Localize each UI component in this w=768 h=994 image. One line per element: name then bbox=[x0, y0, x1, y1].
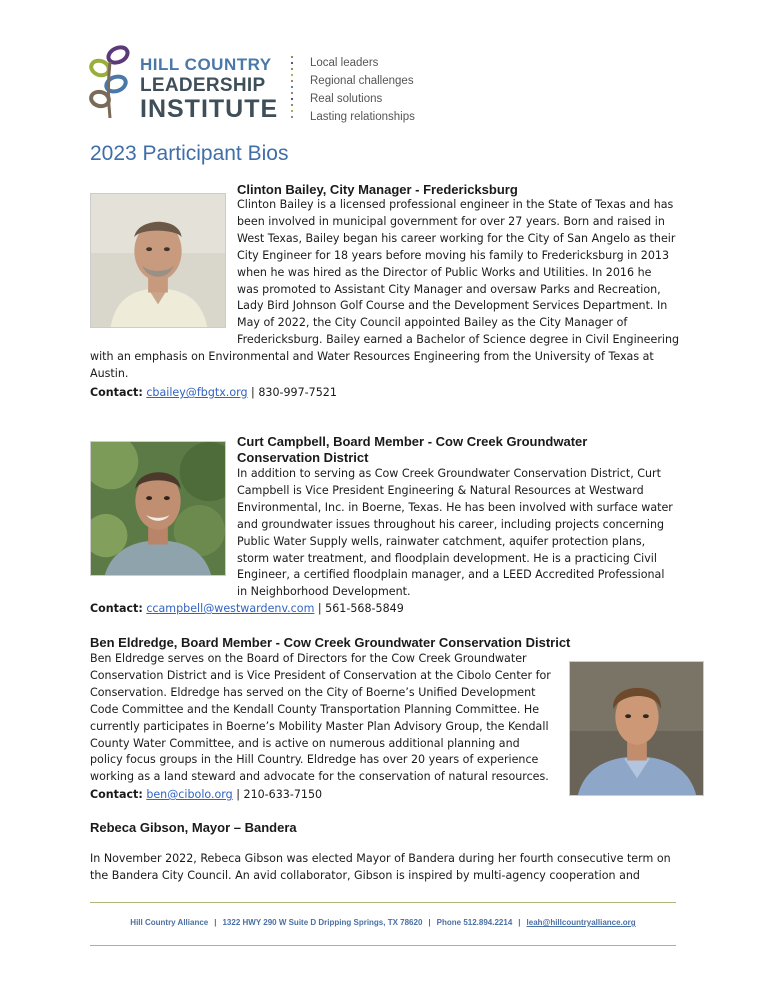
bio-line: Campbell is Vice President Engineering & Natural Resources at Westward bbox=[237, 483, 644, 497]
contact-label: Contact: bbox=[90, 386, 143, 399]
contact-bailey bbox=[90, 385, 337, 401]
contact-label: Contact: bbox=[90, 788, 143, 801]
footer-separator: | bbox=[428, 918, 431, 927]
page-title: 2023 Participant Bios bbox=[90, 142, 289, 165]
bio-line: Code Committee and the Kendall County Transportation Planning Committee. He bbox=[90, 702, 540, 716]
bio-line: was promoted to Assistant City Manager and oversaw Parks and Recreation, bbox=[237, 282, 661, 296]
bio-line: Engineer, a certified floodplain manager, and a LEED Accredited Professional bbox=[237, 568, 665, 582]
bio-line: currently participates in Boerne’s Mobility Master Plan Advisory Group, the Kendall bbox=[90, 719, 549, 733]
phone-eldredge: | 210-633-7150 bbox=[232, 788, 323, 801]
hcli-logo bbox=[88, 44, 418, 124]
logo-tagline bbox=[310, 54, 415, 126]
bio-line: Ben Eldredge serves on the Board of Directors for the Cow Creek Groundwater bbox=[90, 652, 527, 665]
footer-org: Hill Country Alliance bbox=[130, 918, 209, 927]
footer-separator: | bbox=[214, 918, 217, 927]
bio-line: Public Water Supply wells, rainwater catchment, aquifer protection plans, bbox=[237, 534, 646, 548]
logo-name-line2: LEADERSHIP bbox=[140, 75, 266, 96]
bio-line: policy focus groups in the Hill Country. Eldredge has over 20 years of experience bbox=[90, 753, 539, 767]
bio-line: In November 2022, Rebeca Gibson was elected Mayor of Bandera during her fourth consecutive term on bbox=[90, 852, 671, 865]
bio-line: City Engineer for 18 years before moving his family to Fredericksburg in 2013 bbox=[237, 248, 670, 262]
bio-line: and groundwater issues throughout his career, including projects concerning bbox=[237, 517, 665, 531]
logo-divider bbox=[290, 54, 294, 120]
bio-line: Clinton Bailey is a licensed professional engineer in the State of Texas and has bbox=[237, 198, 674, 211]
footer-address: 1322 HWY 290 W Suite D Dripping Springs, TX 78620 bbox=[222, 918, 423, 927]
bio-name-bailey: Clinton Bailey, City Manager - Fredericksburg bbox=[237, 182, 518, 197]
footer-top-rule bbox=[90, 902, 676, 903]
phone-campbell: | 561-568-5849 bbox=[314, 602, 404, 615]
footer-separator: | bbox=[518, 918, 521, 927]
contact-eldredge bbox=[90, 787, 322, 803]
bio-line: in Neighborhood Development. bbox=[237, 585, 411, 599]
logo-name-line3: INSTITUTE bbox=[140, 95, 279, 123]
bio-line: Lady Bird Johnson Golf Course and the Development Services Department. In bbox=[237, 299, 668, 313]
email-link-eldredge[interactable]: ben@cibolo.org bbox=[146, 788, 233, 801]
bio-line: Conservation. Eldredge has served on the City of Boerne’s Unified Development bbox=[90, 685, 536, 699]
campbell-portrait-photo bbox=[90, 441, 226, 576]
bio-text-bailey bbox=[237, 197, 687, 349]
logo-wordmark bbox=[140, 56, 278, 122]
bio-text-bailey-cont bbox=[90, 349, 690, 383]
bio-name-eldredge: Ben Eldredge, Board Member - Cow Creek Groundwater Conservation District bbox=[90, 635, 571, 650]
bio-name-line: Conservation District bbox=[237, 450, 369, 465]
bio-line: when he was hired as the Director of Public Works and Utilities. In 2016 he bbox=[237, 265, 652, 279]
tagline-line: Regional challenges bbox=[310, 75, 414, 87]
bio-line: the Bandera City Council. An avid collaborator, Gibson is inspired by multi-agency cooperation and bbox=[90, 868, 640, 882]
footer-bottom-rule bbox=[90, 945, 676, 946]
tagline-line: Real solutions bbox=[310, 93, 383, 105]
bio-text-eldredge bbox=[90, 651, 565, 786]
bailey-portrait-photo bbox=[90, 193, 226, 328]
bio-line: Conservation District and is Vice President of Conservation at the Cibolo Center for bbox=[90, 668, 551, 682]
bio-text-gibson bbox=[90, 851, 690, 885]
page-footer bbox=[90, 918, 676, 927]
bio-line: Austin. bbox=[90, 366, 129, 380]
bio-line: with an emphasis on Environmental and Water Resources Engineering from the University of Texas at bbox=[90, 350, 654, 363]
phone-bailey: | 830-997-7521 bbox=[247, 386, 337, 399]
tagline-line: Lasting relationships bbox=[310, 111, 415, 123]
bio-line: County Water Committee, and is active on numerous additional planning and bbox=[90, 736, 520, 750]
contact-campbell bbox=[90, 601, 404, 617]
bio-line: In addition to serving as Cow Creek Groundwater Conservation District, Curt bbox=[237, 467, 661, 480]
bio-name-campbell bbox=[237, 434, 587, 466]
bio-line: Environmental, Inc. in Boerne, Texas. He has been involved with surface water bbox=[237, 500, 673, 514]
tagline-line: Local leaders bbox=[310, 57, 379, 69]
eldredge-portrait-photo bbox=[569, 661, 704, 796]
contact-label: Contact: bbox=[90, 602, 143, 615]
footer-email[interactable]: leah@hillcountryalliance.org bbox=[526, 918, 636, 927]
bio-name-line: Curt Campbell, Board Member - Cow Creek Groundwater bbox=[237, 434, 588, 449]
hcli-leaf-logo-icon bbox=[88, 44, 132, 120]
bio-name-gibson: Rebeca Gibson, Mayor – Bandera bbox=[90, 820, 297, 835]
bio-line: working as a land steward and advocate for the conservation of natural resources. bbox=[90, 770, 549, 784]
bio-line: storm water treatment, and floodplain development. He is a practicing Civil bbox=[237, 551, 657, 565]
email-link-campbell[interactable]: ccampbell@westwardenv.com bbox=[146, 602, 315, 615]
bio-line: Fredericksburg. Bailey earned a Bachelor of Science degree in Civil Engineering bbox=[237, 333, 680, 347]
footer-phone: Phone 512.894.2214 bbox=[436, 918, 513, 927]
email-link-bailey[interactable]: cbailey@fbgtx.org bbox=[146, 386, 248, 399]
bio-line: West Texas, Bailey began his career working for the City of San Angelo as their bbox=[237, 231, 676, 245]
logo-name-line1: HILL COUNTRY bbox=[140, 55, 272, 74]
bio-line: May of 2022, the City Council appointed Bailey as the City Manager of bbox=[237, 316, 628, 330]
bio-line: been involved in municipal government for over 27 years. Born and raised in bbox=[237, 214, 665, 228]
bio-text-campbell bbox=[237, 466, 687, 601]
